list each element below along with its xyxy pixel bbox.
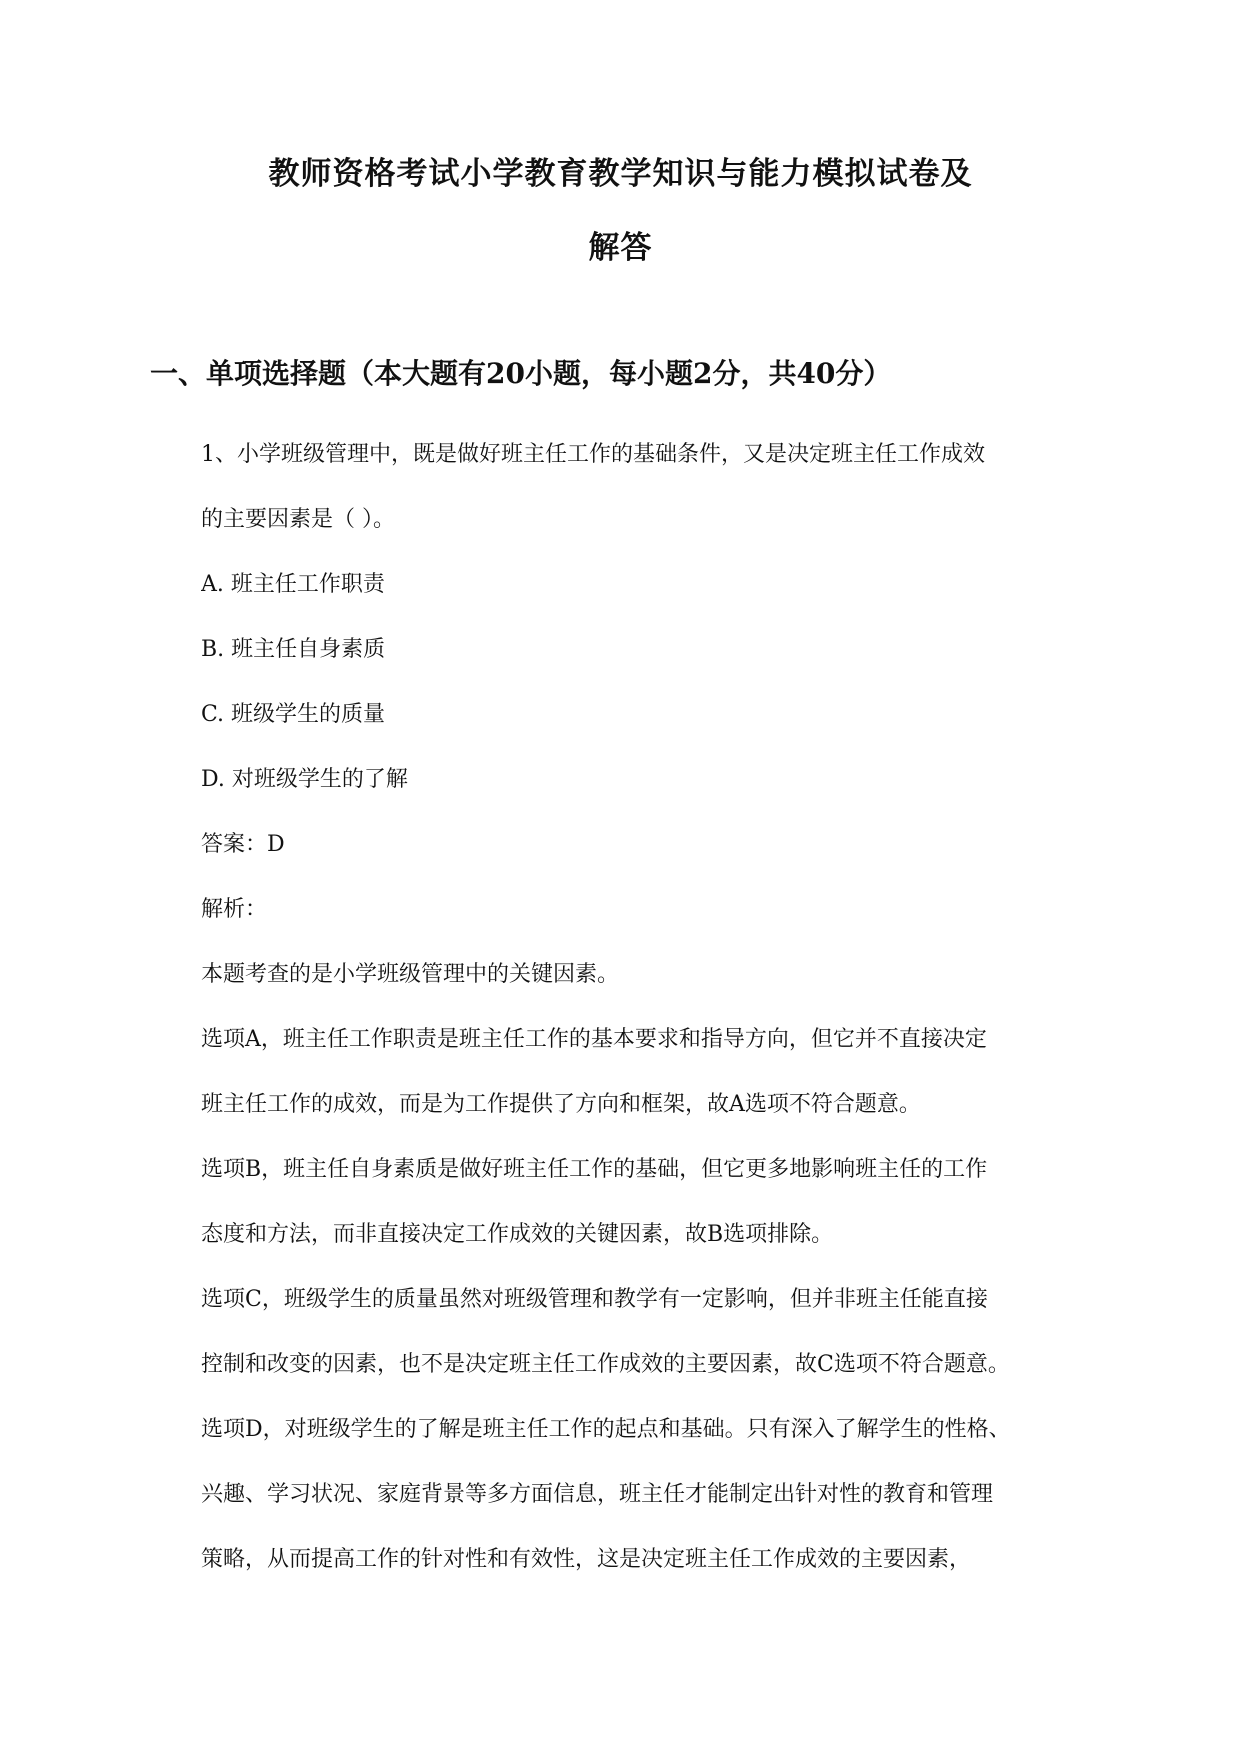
analysis-line-7: 控制和改变的因素，也不是决定班主任工作成效的主要因素，故C选项不符合题意。 — [201, 1352, 1010, 1377]
analysis-line-10: 策略，从而提高工作的针对性和有效性，这是决定班主任工作成效的主要因素， — [201, 1547, 972, 1572]
option-c: C. 班级学生的质量 — [201, 702, 386, 727]
option-d: D. 对班级学生的了解 — [201, 767, 408, 792]
option-b: B. 班主任自身素质 — [201, 637, 386, 662]
analysis-line-5: 态度和方法，而非直接决定工作成效的关键因素，故B选项排除。 — [201, 1222, 834, 1247]
analysis-line-8: 选项D，对班级学生的了解是班主任工作的起点和基础。只有深入了解学生的性格、 — [201, 1417, 1011, 1442]
analysis-line-4: 选项B，班主任自身素质是做好班主任工作的基础，但它更多地影响班主任的工作 — [201, 1157, 988, 1182]
analysis-line-6: 选项C，班级学生的质量虽然对班级管理和教学有一定影响，但并非班主任能直接 — [201, 1287, 988, 1312]
answer-line: 答案：D — [201, 832, 285, 857]
question-stem-line-1: 1、小学班级管理中，既是做好班主任工作的基础条件，又是决定班主任工作成效 — [201, 442, 985, 467]
document-title-line-1: 教师资格考试小学教育教学知识与能力模拟试卷及 — [268, 156, 973, 192]
section-heading: 一、单项选择题（本大题有20小题，每小题2分，共40分） — [150, 357, 892, 390]
analysis-line-2: 选项A，班主任工作职责是班主任工作的基本要求和指导方向，但它并不直接决定 — [201, 1027, 987, 1052]
analysis-label: 解析： — [201, 897, 268, 922]
question-stem-line-2: 的主要因素是（ ）。 — [201, 507, 395, 532]
analysis-line-9: 兴趣、学习状况、家庭背景等多方面信息，班主任才能制定出针对性的教育和管理 — [201, 1482, 994, 1507]
analysis-line-1: 本题考查的是小学班级管理中的关键因素。 — [201, 962, 620, 987]
document-title-line-2: 解答 — [588, 230, 653, 266]
analysis-line-3: 班主任工作的成效，而是为工作提供了方向和框架，故A选项不符合题意。 — [201, 1092, 921, 1117]
option-a: A. 班主任工作职责 — [201, 572, 385, 597]
